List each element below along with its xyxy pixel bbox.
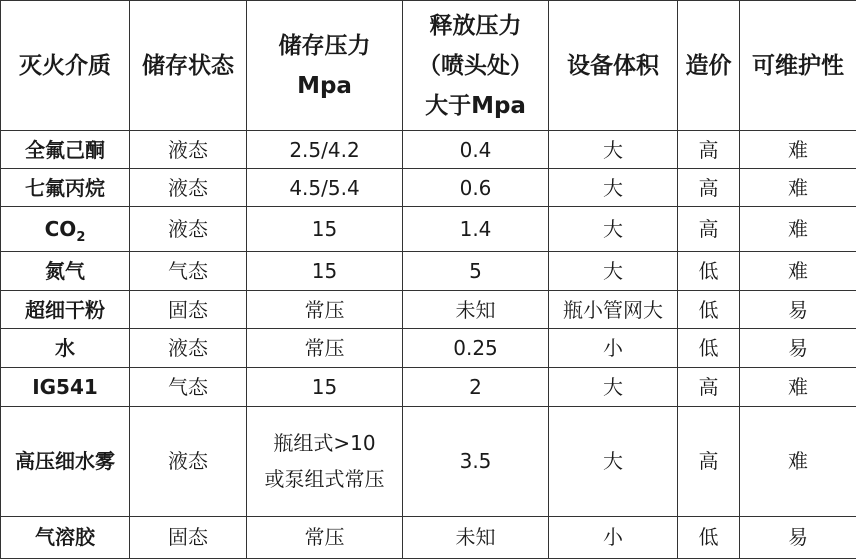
cell-medium: 七氟丙烷 bbox=[1, 169, 130, 207]
table-row bbox=[1, 169, 856, 207]
cell-medium: 超细干粉 bbox=[1, 291, 130, 329]
cell-state: 固态 bbox=[130, 291, 247, 329]
cell-state: 液态 bbox=[130, 169, 247, 207]
cell-medium: 气溶胶 bbox=[1, 516, 130, 558]
cell-maintainability: 难 bbox=[740, 207, 856, 252]
header-release-pressure: 释放压力 （喷头处） 大于Mpa bbox=[403, 1, 549, 131]
cell-cost: 高 bbox=[678, 368, 740, 406]
cell-release-pressure: 未知 bbox=[403, 291, 549, 329]
cell-cost: 高 bbox=[678, 207, 740, 252]
table-row bbox=[1, 329, 856, 368]
cell-medium: 水 bbox=[1, 329, 130, 368]
table-row bbox=[1, 368, 856, 406]
cell-maintainability: 难 bbox=[740, 169, 856, 207]
cell-state: 液态 bbox=[130, 406, 247, 516]
cell-maintainability: 易 bbox=[740, 329, 856, 368]
table-row bbox=[1, 291, 856, 329]
cell-state: 液态 bbox=[130, 207, 247, 252]
cell-medium: $CO_2$ bbox=[1, 207, 130, 252]
header-medium: 灭火介质 bbox=[1, 1, 130, 131]
cell-maintainability: 难 bbox=[740, 252, 856, 291]
table-row bbox=[1, 406, 856, 516]
cell-volume: 大 bbox=[549, 131, 678, 169]
cell-volume: 大 bbox=[549, 169, 678, 207]
subscript: 2 bbox=[76, 230, 86, 246]
cell-release-pressure: 2 bbox=[403, 368, 549, 406]
cell-state: 液态 bbox=[130, 329, 247, 368]
cell-release-pressure: 0.25 bbox=[403, 329, 549, 368]
cell-medium: IG541 bbox=[1, 368, 130, 406]
cell-storage-pressure: 常压 bbox=[247, 291, 403, 329]
cell-release-pressure: 未知 bbox=[403, 516, 549, 558]
cell-release-pressure: 5 bbox=[403, 252, 549, 291]
table-row bbox=[1, 207, 856, 252]
cell-storage-pressure: 瓶组式>10 或泵组式常压 bbox=[247, 406, 403, 516]
cell-cost: 高 bbox=[678, 169, 740, 207]
cell-maintainability: 易 bbox=[740, 516, 856, 558]
cell-storage-pressure: 15 bbox=[247, 207, 403, 252]
cell-volume: 大 bbox=[549, 368, 678, 406]
table-row bbox=[1, 252, 856, 291]
cell-cost: 低 bbox=[678, 516, 740, 558]
cell-volume: 大 bbox=[549, 252, 678, 291]
header-cost: 造价 bbox=[678, 1, 740, 131]
cell-release-pressure: 3.5 bbox=[403, 406, 549, 516]
header-row bbox=[1, 1, 856, 131]
cell-cost: 高 bbox=[678, 131, 740, 169]
cell-maintainability: 易 bbox=[740, 291, 856, 329]
cell-release-pressure: 0.4 bbox=[403, 131, 549, 169]
cell-cost: 低 bbox=[678, 329, 740, 368]
cell-release-pressure: 1.4 bbox=[403, 207, 549, 252]
cell-volume: 大 bbox=[549, 207, 678, 252]
cell-volume: 瓶小管网大 bbox=[549, 291, 678, 329]
cell-volume: 大 bbox=[549, 406, 678, 516]
cell-volume: 小 bbox=[549, 516, 678, 558]
cell-cost: 低 bbox=[678, 291, 740, 329]
cell-volume: 小 bbox=[549, 329, 678, 368]
cell-maintainability: 难 bbox=[740, 406, 856, 516]
cell-storage-pressure: 常压 bbox=[247, 329, 403, 368]
header-equipment-volume: 设备体积 bbox=[549, 1, 678, 131]
cell-release-pressure: 0.6 bbox=[403, 169, 549, 207]
cell-maintainability: 难 bbox=[740, 131, 856, 169]
cell-state: 固态 bbox=[130, 516, 247, 558]
cell-maintainability: 难 bbox=[740, 368, 856, 406]
cell-storage-pressure: 4.5/5.4 bbox=[247, 169, 403, 207]
header-storage-pressure: 储存压力 Mpa bbox=[247, 1, 403, 131]
cell-state: 气态 bbox=[130, 252, 247, 291]
cell-state: 液态 bbox=[130, 131, 247, 169]
cell-medium: 氮气 bbox=[1, 252, 130, 291]
cell-medium: 全氟己酮 bbox=[1, 131, 130, 169]
cell-cost: 高 bbox=[678, 406, 740, 516]
cell-storage-pressure: 15 bbox=[247, 368, 403, 406]
cell-state: 气态 bbox=[130, 368, 247, 406]
header-maintainability: 可维护性 bbox=[740, 1, 856, 131]
cell-cost: 低 bbox=[678, 252, 740, 291]
cell-storage-pressure: 15 bbox=[247, 252, 403, 291]
table-row bbox=[1, 131, 856, 169]
table-row bbox=[1, 516, 856, 558]
cell-storage-pressure: 2.5/4.2 bbox=[247, 131, 403, 169]
cell-medium: 高压细水雾 bbox=[1, 406, 130, 516]
cell-storage-pressure: 常压 bbox=[247, 516, 403, 558]
header-storage-state: 储存状态 bbox=[130, 1, 247, 131]
